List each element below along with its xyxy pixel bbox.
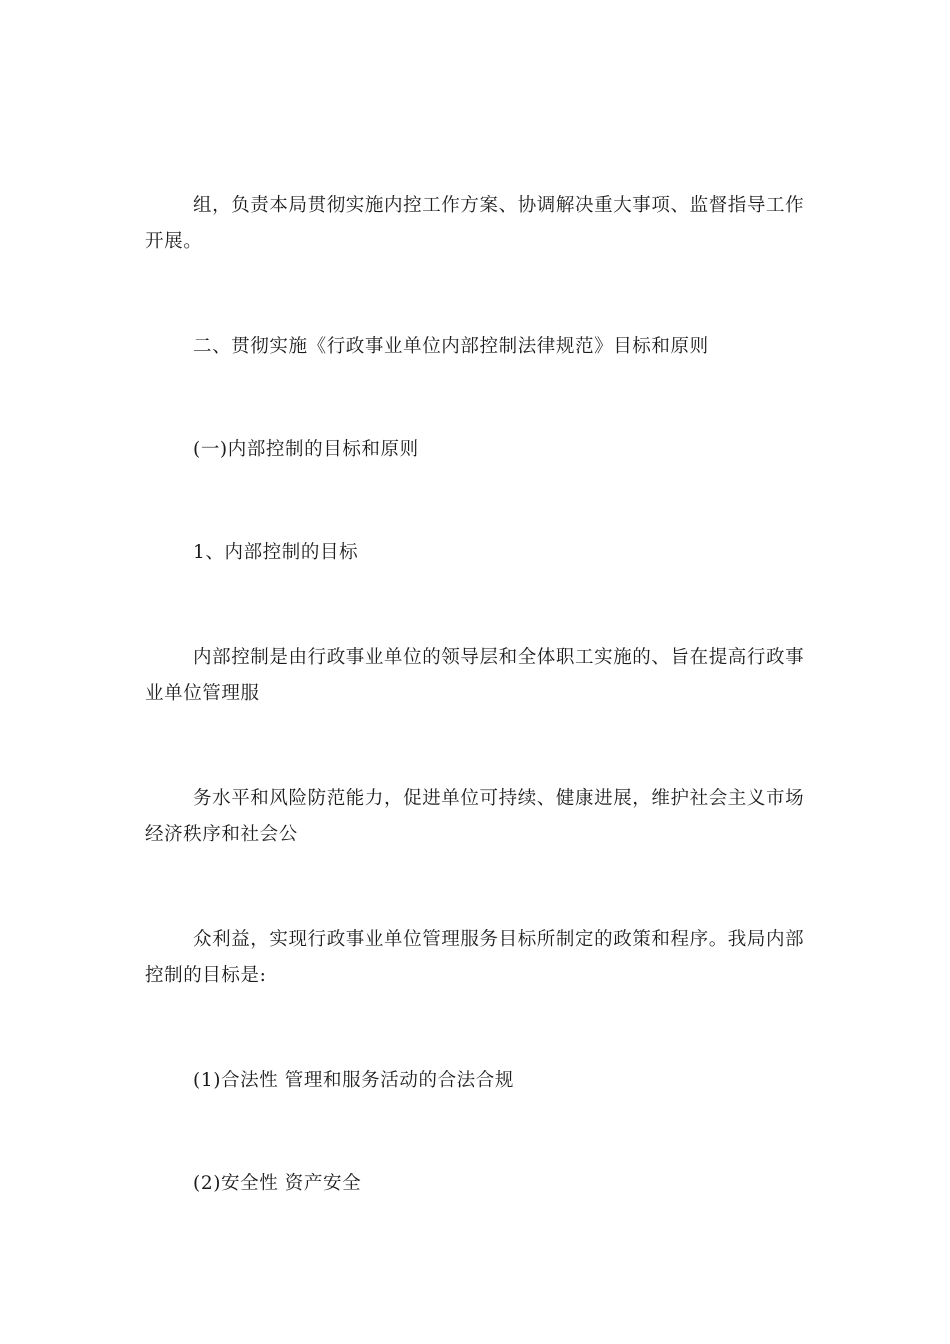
- subsection-heading-1: (一)内部控制的目标和原则: [193, 439, 419, 460]
- paragraph-2: 内部控制是由行政事业单位的领导层和全体职工实施的、旨在提高行政事业单位管理服: [145, 647, 805, 704]
- section-heading-2: 二、贯彻实施《行政事业单位内部控制法律规范》目标和原则: [193, 336, 709, 357]
- paragraph-4: 众利益，实现行政事业单位管理服务目标所制定的政策和程序。我局内部控制的目标是:: [145, 929, 805, 986]
- list-item-1: (1)合法性 管理和服务活动的合法合规: [193, 1070, 514, 1091]
- list-item-2: (2)安全性 资产安全: [193, 1173, 362, 1194]
- paragraph-3: 务水平和风险防范能力，促进单位可持续、健康进展，维护社会主义市场经济秩序和社会公: [145, 788, 805, 845]
- paragraph-1: 组，负责本局贯彻实施内控工作方案、协调解决重大事项、监督指导工作开展。: [145, 195, 805, 252]
- item-heading-1: 1、内部控制的目标: [193, 542, 359, 563]
